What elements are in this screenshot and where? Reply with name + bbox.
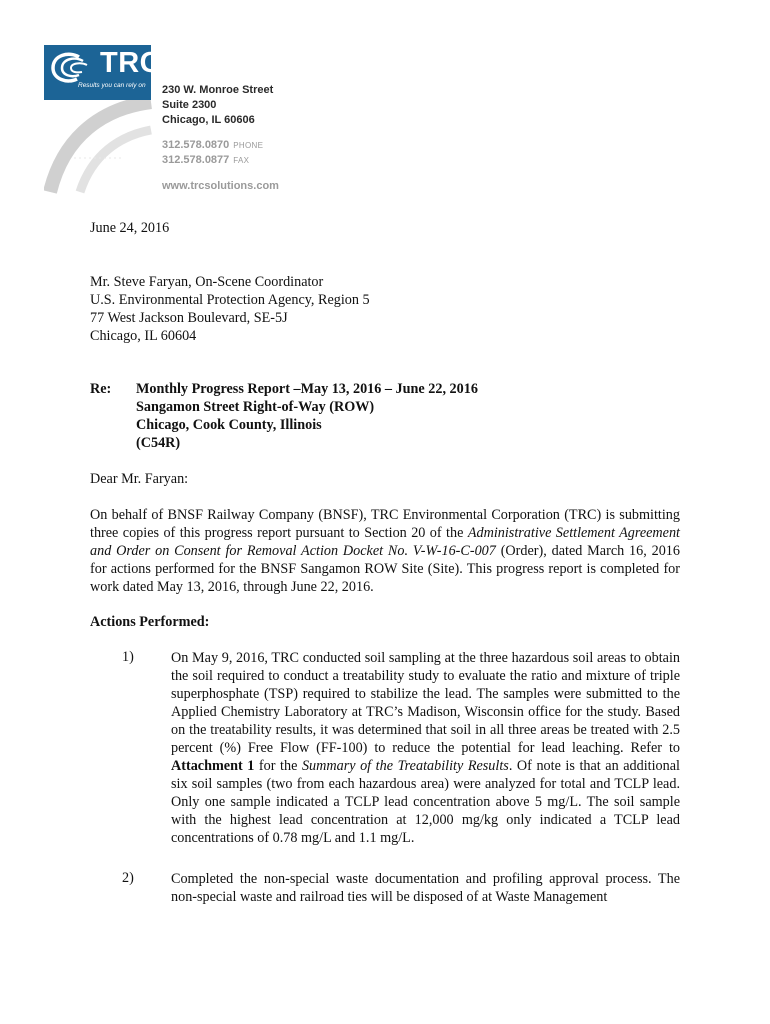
attachment-reference: Attachment 1: [171, 758, 255, 774]
phone-label: PHONE: [233, 141, 264, 150]
subject-line-2: Sangamon Street Right-of-Way (ROW): [136, 399, 375, 415]
subject-line-4: (C54R): [136, 435, 181, 451]
item-1-text-2: for the: [254, 758, 302, 774]
fax-number: 312.578.0877: [162, 154, 230, 166]
intro-order-title: Administrative Settlement Agreement and Order on Consent for Removal Action Docket No. V-W-16-C-007: [90, 525, 680, 559]
address-line-1: 230 W. Monroe Street: [162, 84, 274, 96]
recipient-line-4: Chicago, IL 60604: [90, 328, 197, 344]
list-item: [171, 870, 680, 906]
subject-label: Re:: [90, 381, 112, 397]
list-item: [171, 649, 680, 847]
item-1-text-1: On May 9, 2016, TRC conducted soil sampling at the three hazardous soil areas to obtain the soil required to conduct a treatability study to evaluate the ratio and mixture of triple superphosphate (TSP) required to stabilize the lead. The samples were submitted to the Applied Chemistry Laboratory at TRC’s Madison, Wisconsin office for the study. Based on the treatability results, it was determined that soil in all three areas be treated with 2.5 percent (%) Free Flow (FF-100) to reduce the potential for lead leaching. Refer to: [171, 650, 680, 756]
fax-label: FAX: [233, 156, 250, 165]
intro-paragraph: [90, 506, 680, 596]
recipient-line-2: U.S. Environmental Protection Agency, Region 5: [90, 292, 370, 308]
address-line-2: Suite 2300: [162, 99, 217, 111]
letter-date: June 24, 2016: [90, 220, 170, 236]
logo-tagline: Results you can rely on: [78, 82, 146, 89]
subject-line-1: Monthly Progress Report –May 13, 2016 – June 22, 2016: [136, 381, 478, 397]
item-2-text: Completed the non-special waste documentation and profiling approval process. The non-special waste and railroad ties will be disposed of at Waste Management: [171, 871, 680, 905]
website: www.trcsolutions.com: [162, 180, 279, 192]
company-logo: [44, 45, 162, 100]
list-item-number: 2): [122, 870, 134, 886]
treatability-title: Summary of the Treatability Results: [301, 758, 509, 774]
subject-line-3: Chicago, Cook County, Illinois: [136, 417, 322, 433]
fax-line: [162, 154, 249, 166]
salutation: Dear Mr. Faryan:: [90, 471, 189, 487]
letterhead: [0, 0, 770, 215]
recipient-line-3: 77 West Jackson Boulevard, SE-5J: [90, 310, 288, 326]
phone-number: 312.578.0870: [162, 139, 230, 151]
item-1-text-3: . Of note is that an additional six soil samples (two from each hazardous area) were analyzed for total and TCLP lead. Only one sample indicated a TCLP lead concentration above 5 mg/L. The soil sample with the highest lead concentration at 12,000 mg/kg only indicated a TCLP lead concentrations of 0.78 mg/L and 1.1 mg/L.: [171, 758, 680, 846]
recipient-line-1: Mr. Steve Faryan, On-Scene Coordinator: [90, 274, 324, 290]
address-line-3: Chicago, IL 60606: [162, 114, 255, 126]
swirl-logo-icon: [49, 51, 95, 85]
intro-text-1: On behalf of BNSF Railway Company (BNSF), TRC Environmental Corporation (TRC) is submitting three copies of this progress report pursuant to Section 20 of the: [90, 507, 680, 541]
intro-text-2: (Order), dated March 16, 2016 for actions performed for the BNSF Sangamon ROW Site (Site). This progress report is completed for work dated May 13, 2016, through June 22, 2016.: [90, 543, 680, 595]
section-heading: Actions Performed:: [90, 614, 210, 630]
decorative-arcs-icon: [44, 100, 154, 195]
phone-line: [162, 139, 263, 151]
logo-text: TRC: [100, 47, 162, 79]
list-item-number: 1): [122, 649, 134, 665]
